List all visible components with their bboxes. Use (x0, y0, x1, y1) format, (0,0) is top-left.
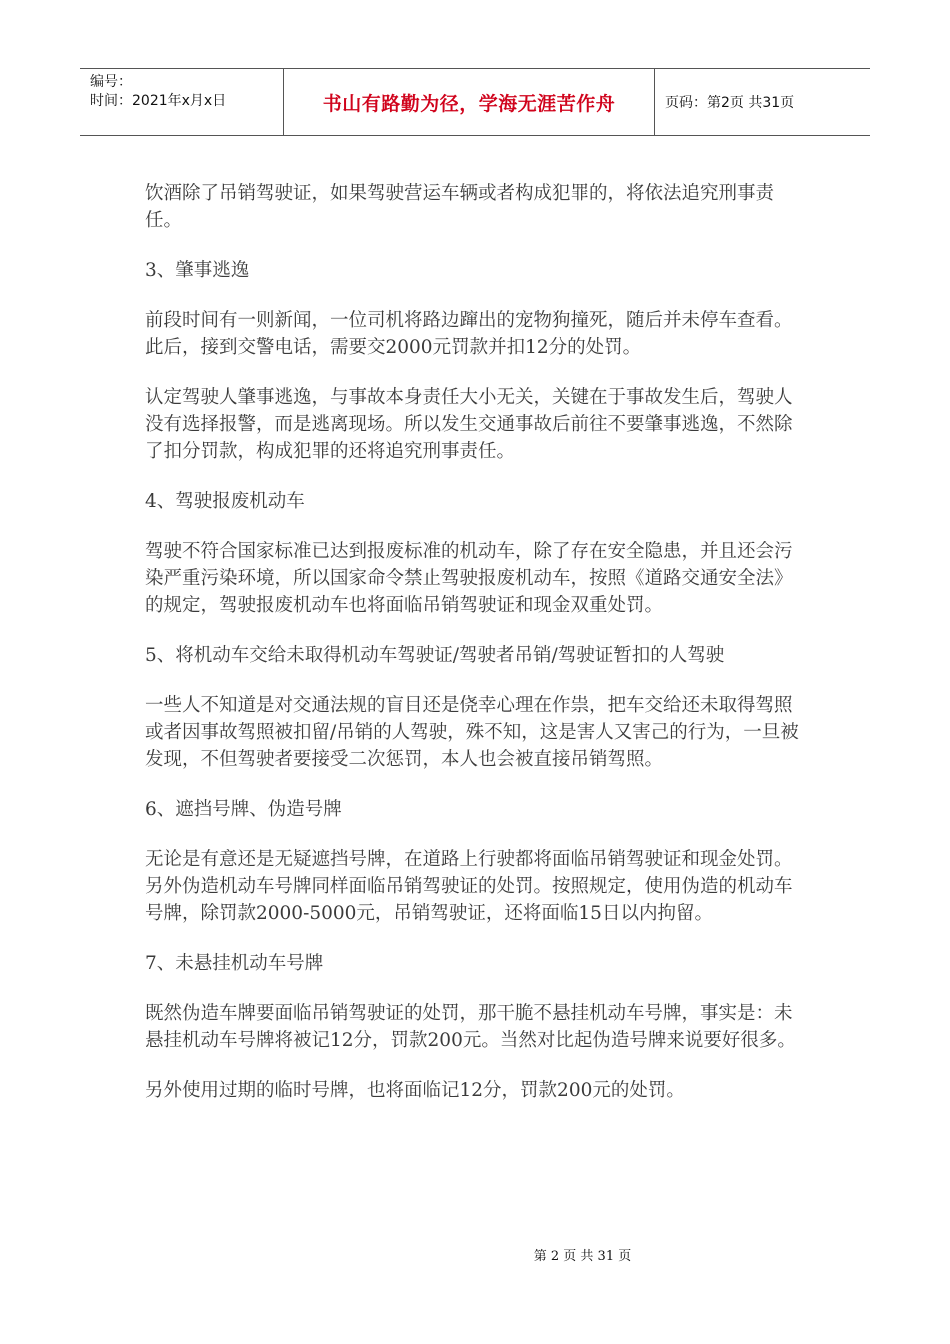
paragraph: 无论是有意还是无疑遮挡号牌，在道路上行驶都将面临吊销驾驶证和现金处罚。另外伪造机动车号牌同样面临吊销驾驶证的处罚。按照规定，使用伪造的机动车号牌，除罚款2000-5000元，吊销驾驶证，还将面临15日以内拘留。 (145, 849, 793, 924)
paragraph: 既然伪造车牌要面临吊销驾驶证的处罚，那干脆不悬挂机动车号牌，事实是：未悬挂机动车号牌将被记12分，罚款200元。当然对比起伪造号牌来说要好很多。 (145, 1003, 796, 1051)
section-heading: 6、遮挡号牌、伪造号牌 (145, 799, 342, 820)
document-time-label: 时间：2021年x月x日 (90, 93, 227, 109)
paragraph: 一些人不知道是对交通法规的盲目还是侥幸心理在作祟，把车交给还未取得驾照或者因事故驾照被扣留/吊销的人驾驶，殊不知，这是害人又害己的行为，一旦被发现，不但驾驶者要接受二次惩罚，本人也会被直接吊销驾照。 (145, 695, 799, 770)
paragraph: 前段时间有一则新闻，一位司机将路边蹿出的宠物狗撞死，随后并未停车查看。此后，接到交警电话，需要交2000元罚款并扣12分的处罚。 (145, 310, 793, 358)
footer-page-number: 第 2 页 共 31 页 (533, 1249, 632, 1264)
paragraph: 认定驾驶人肇事逃逸，与事故本身责任大小无关，关键在于事故发生后，驾驶人没有选择报警，而是逃离现场。所以发生交通事故后前往不要肇事逃逸，不然除了扣分罚款，构成犯罪的还将追究刑事责任。 (145, 387, 793, 462)
paragraph: 饮酒除了吊销驾驶证，如果驾驶营运车辆或者构成犯罪的，将依法追究刑事责任。 (145, 183, 775, 231)
section-heading: 4、驾驶报废机动车 (145, 491, 305, 512)
document-body (145, 180, 805, 1127)
page-header (80, 68, 870, 136)
header-meta (80, 69, 283, 135)
paragraph: 另外使用过期的临时号牌，也将面临记12分，罚款200元的处罚。 (145, 1080, 685, 1101)
header-motto: 书山有路勤为径，学海无涯苦作舟 (322, 92, 616, 115)
header-page-code: 页码：第2页 共31页 (665, 95, 795, 111)
header-motto-cell (283, 69, 655, 135)
header-page-code-cell (655, 69, 870, 135)
page-footer (0, 1245, 950, 1264)
paragraph: 驾驶不符合国家标准已达到报废标准的机动车，除了存在安全隐患，并且还会污染严重污染环境，所以国家命令禁止驾驶报废机动车，按照《道路交通安全法》的规定，驾驶报废机动车也将面临吊销驾驶证和现金双重处罚。 (145, 541, 793, 616)
section-heading: 5、将机动车交给未取得机动车驾驶证/驾驶者吊销/驾驶证暂扣的人驾驶 (145, 645, 725, 666)
section-heading: 3、肇事逃逸 (145, 260, 250, 281)
document-number-label: 编号： (90, 74, 132, 90)
section-heading: 7、未悬挂机动车号牌 (145, 953, 324, 974)
